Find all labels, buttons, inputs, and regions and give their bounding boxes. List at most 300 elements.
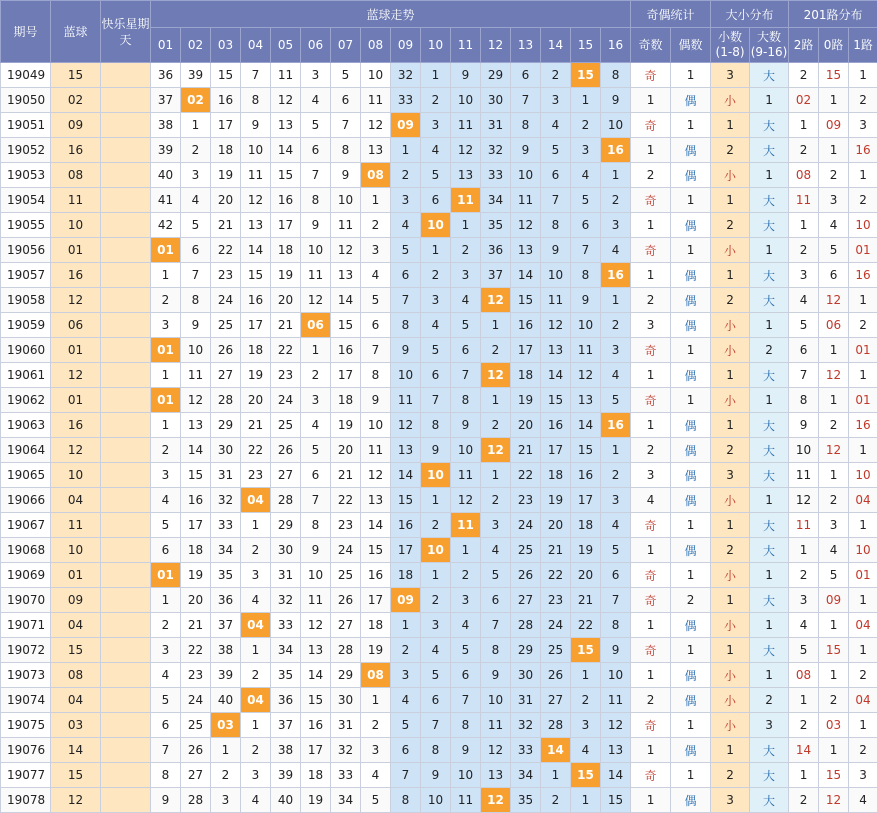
trend-cell: 1 bbox=[151, 263, 181, 288]
route2-cell: 2 bbox=[789, 563, 819, 588]
trend-cell: 4 bbox=[421, 138, 451, 163]
route2-cell: 8 bbox=[789, 388, 819, 413]
happy-weekday-cell bbox=[101, 238, 151, 263]
route2-cell: 11 bbox=[789, 513, 819, 538]
blue-ball-cell: 08 bbox=[51, 163, 101, 188]
route2-cell: 4 bbox=[789, 288, 819, 313]
trend-cell: 21 bbox=[331, 463, 361, 488]
trend-cell: 1 bbox=[601, 163, 631, 188]
trend-cell: 8 bbox=[391, 788, 421, 813]
trend-cell: 7 bbox=[391, 288, 421, 313]
trend-cell: 03 bbox=[211, 713, 241, 738]
even-cell: 1 bbox=[671, 188, 711, 213]
blue-ball-cell: 01 bbox=[51, 388, 101, 413]
trend-cell: 40 bbox=[271, 788, 301, 813]
trend-cell: 3 bbox=[361, 738, 391, 763]
trend-cell: 11 bbox=[451, 188, 481, 213]
trend-cell: 11 bbox=[241, 163, 271, 188]
odd-cell: 奇 bbox=[631, 388, 671, 413]
header-num: 08 bbox=[361, 28, 391, 63]
trend-cell: 9 bbox=[451, 413, 481, 438]
trend-cell: 9 bbox=[241, 113, 271, 138]
trend-cell: 5 bbox=[421, 163, 451, 188]
trend-cell: 01 bbox=[151, 338, 181, 363]
trend-cell: 01 bbox=[151, 238, 181, 263]
trend-cell: 16 bbox=[511, 313, 541, 338]
blue-ball-cell: 04 bbox=[51, 488, 101, 513]
period-cell: 19067 bbox=[1, 513, 51, 538]
trend-cell: 11 bbox=[301, 588, 331, 613]
big-cell: 3 bbox=[750, 713, 789, 738]
trend-cell: 34 bbox=[481, 188, 511, 213]
trend-cell: 5 bbox=[181, 213, 211, 238]
trend-cell: 22 bbox=[271, 338, 301, 363]
happy-weekday-cell bbox=[101, 738, 151, 763]
trend-cell: 5 bbox=[301, 438, 331, 463]
trend-cell: 13 bbox=[601, 738, 631, 763]
even-cell: 偶 bbox=[671, 413, 711, 438]
blue-ball-cell: 12 bbox=[51, 363, 101, 388]
route0-cell: 2 bbox=[819, 488, 849, 513]
trend-cell: 2 bbox=[361, 713, 391, 738]
trend-cell: 37 bbox=[481, 263, 511, 288]
trend-cell: 3 bbox=[421, 288, 451, 313]
route1-cell: 04 bbox=[849, 688, 877, 713]
trend-cell: 14 bbox=[361, 513, 391, 538]
big-cell: 大 bbox=[750, 138, 789, 163]
small-cell: 小 bbox=[711, 688, 750, 713]
trend-cell: 6 bbox=[481, 588, 511, 613]
trend-cell: 5 bbox=[421, 338, 451, 363]
odd-cell: 奇 bbox=[631, 713, 671, 738]
big-cell: 1 bbox=[750, 613, 789, 638]
route2-cell: 4 bbox=[789, 613, 819, 638]
header-num: 09 bbox=[391, 28, 421, 63]
trend-cell: 1 bbox=[541, 763, 571, 788]
trend-cell: 25 bbox=[181, 713, 211, 738]
route2-cell: 7 bbox=[789, 363, 819, 388]
header-trend: 蓝球走势 bbox=[151, 1, 631, 28]
trend-cell: 19 bbox=[331, 413, 361, 438]
odd-cell: 奇 bbox=[631, 238, 671, 263]
table-row bbox=[1, 313, 877, 338]
even-cell: 1 bbox=[671, 238, 711, 263]
trend-cell: 28 bbox=[211, 388, 241, 413]
route1-cell: 3 bbox=[849, 763, 877, 788]
trend-cell: 9 bbox=[451, 738, 481, 763]
route2-cell: 14 bbox=[789, 738, 819, 763]
table-row bbox=[1, 388, 877, 413]
even-cell: 偶 bbox=[671, 738, 711, 763]
trend-cell: 16 bbox=[211, 88, 241, 113]
trend-cell: 24 bbox=[271, 388, 301, 413]
odd-cell: 1 bbox=[631, 213, 671, 238]
trend-cell: 10 bbox=[421, 788, 451, 813]
route2-cell: 1 bbox=[789, 213, 819, 238]
even-cell: 偶 bbox=[671, 313, 711, 338]
table-row bbox=[1, 138, 877, 163]
even-cell: 偶 bbox=[671, 488, 711, 513]
trend-cell: 10 bbox=[241, 138, 271, 163]
trend-cell: 6 bbox=[421, 688, 451, 713]
trend-cell: 4 bbox=[361, 763, 391, 788]
trend-cell: 3 bbox=[571, 138, 601, 163]
trend-cell: 5 bbox=[361, 288, 391, 313]
trend-cell: 17 bbox=[331, 363, 361, 388]
trend-cell: 1 bbox=[601, 288, 631, 313]
trend-cell: 7 bbox=[151, 738, 181, 763]
trend-cell: 4 bbox=[241, 788, 271, 813]
trend-cell: 11 bbox=[481, 713, 511, 738]
route1-cell: 2 bbox=[849, 738, 877, 763]
route1-cell: 1 bbox=[849, 513, 877, 538]
trend-cell: 10 bbox=[541, 263, 571, 288]
even-cell: 1 bbox=[671, 713, 711, 738]
trend-cell: 23 bbox=[271, 363, 301, 388]
trend-cell: 11 bbox=[541, 288, 571, 313]
even-cell: 1 bbox=[671, 763, 711, 788]
big-cell: 大 bbox=[750, 438, 789, 463]
happy-weekday-cell bbox=[101, 438, 151, 463]
trend-cell: 19 bbox=[211, 163, 241, 188]
blue-ball-cell: 15 bbox=[51, 763, 101, 788]
trend-cell: 17 bbox=[571, 488, 601, 513]
route1-cell: 01 bbox=[849, 563, 877, 588]
trend-cell: 34 bbox=[271, 638, 301, 663]
trend-cell: 22 bbox=[331, 488, 361, 513]
small-cell: 小 bbox=[711, 663, 750, 688]
trend-cell: 31 bbox=[331, 713, 361, 738]
trend-cell: 9 bbox=[421, 763, 451, 788]
trend-cell: 2 bbox=[421, 263, 451, 288]
trend-cell: 1 bbox=[241, 638, 271, 663]
header-num: 11 bbox=[451, 28, 481, 63]
trend-cell: 33 bbox=[271, 613, 301, 638]
trend-cell: 18 bbox=[301, 763, 331, 788]
header-num: 06 bbox=[301, 28, 331, 63]
even-cell: 1 bbox=[671, 513, 711, 538]
trend-cell: 3 bbox=[481, 513, 511, 538]
route1-cell: 1 bbox=[849, 288, 877, 313]
happy-weekday-cell bbox=[101, 413, 151, 438]
happy-weekday-cell bbox=[101, 488, 151, 513]
trend-cell: 32 bbox=[211, 488, 241, 513]
trend-cell: 11 bbox=[181, 363, 211, 388]
trend-cell: 41 bbox=[151, 188, 181, 213]
trend-cell: 25 bbox=[211, 313, 241, 338]
trend-cell: 2 bbox=[241, 738, 271, 763]
period-cell: 19065 bbox=[1, 463, 51, 488]
trend-cell: 21 bbox=[571, 588, 601, 613]
trend-cell: 24 bbox=[181, 688, 211, 713]
trend-cell: 3 bbox=[601, 338, 631, 363]
odd-cell: 4 bbox=[631, 488, 671, 513]
route0-cell: 12 bbox=[819, 788, 849, 813]
trend-cell: 4 bbox=[451, 288, 481, 313]
trend-cell: 2 bbox=[391, 638, 421, 663]
trend-cell: 17 bbox=[181, 513, 211, 538]
trend-cell: 5 bbox=[421, 663, 451, 688]
trend-cell: 3 bbox=[301, 63, 331, 88]
period-cell: 19052 bbox=[1, 138, 51, 163]
trend-cell: 2 bbox=[601, 188, 631, 213]
route2-cell: 11 bbox=[789, 188, 819, 213]
even-cell: 偶 bbox=[671, 138, 711, 163]
header-num: 04 bbox=[241, 28, 271, 63]
period-cell: 19077 bbox=[1, 763, 51, 788]
trend-cell: 18 bbox=[181, 538, 211, 563]
route0-cell: 1 bbox=[819, 463, 849, 488]
odd-cell: 1 bbox=[631, 663, 671, 688]
small-cell: 2 bbox=[711, 138, 750, 163]
odd-cell: 1 bbox=[631, 263, 671, 288]
trend-cell: 37 bbox=[151, 88, 181, 113]
trend-cell: 5 bbox=[391, 713, 421, 738]
trend-cell: 14 bbox=[391, 463, 421, 488]
big-cell: 大 bbox=[750, 413, 789, 438]
trend-cell: 4 bbox=[361, 263, 391, 288]
table-row bbox=[1, 113, 877, 138]
trend-cell: 1 bbox=[421, 63, 451, 88]
trend-cell: 1 bbox=[481, 313, 511, 338]
trend-cell: 10 bbox=[301, 238, 331, 263]
big-cell: 1 bbox=[750, 663, 789, 688]
big-cell: 1 bbox=[750, 88, 789, 113]
trend-cell: 2 bbox=[481, 488, 511, 513]
period-cell: 19053 bbox=[1, 163, 51, 188]
trend-cell: 09 bbox=[391, 113, 421, 138]
trend-cell: 8 bbox=[151, 763, 181, 788]
trend-cell: 4 bbox=[451, 613, 481, 638]
route1-cell: 2 bbox=[849, 188, 877, 213]
happy-weekday-cell bbox=[101, 338, 151, 363]
small-cell: 1 bbox=[711, 638, 750, 663]
trend-cell: 17 bbox=[391, 538, 421, 563]
trend-cell: 2 bbox=[421, 513, 451, 538]
trend-cell: 8 bbox=[421, 413, 451, 438]
header-num: 07 bbox=[331, 28, 361, 63]
trend-cell: 22 bbox=[541, 563, 571, 588]
blue-ball-cell: 03 bbox=[51, 713, 101, 738]
trend-cell: 5 bbox=[571, 188, 601, 213]
table-row bbox=[1, 738, 877, 763]
route0-cell: 03 bbox=[819, 713, 849, 738]
big-cell: 大 bbox=[750, 788, 789, 813]
even-cell: 偶 bbox=[671, 538, 711, 563]
small-cell: 小 bbox=[711, 238, 750, 263]
trend-cell: 37 bbox=[211, 613, 241, 638]
trend-cell: 7 bbox=[421, 713, 451, 738]
trend-cell: 14 bbox=[331, 288, 361, 313]
trend-cell: 12 bbox=[481, 788, 511, 813]
trend-cell: 11 bbox=[361, 438, 391, 463]
happy-weekday-cell bbox=[101, 388, 151, 413]
trend-cell: 15 bbox=[571, 438, 601, 463]
odd-cell: 1 bbox=[631, 538, 671, 563]
trend-cell: 4 bbox=[301, 413, 331, 438]
big-cell: 大 bbox=[750, 463, 789, 488]
trend-cell: 1 bbox=[391, 138, 421, 163]
trend-cell: 21 bbox=[541, 538, 571, 563]
trend-cell: 39 bbox=[271, 763, 301, 788]
trend-cell: 4 bbox=[181, 188, 211, 213]
small-cell: 小 bbox=[711, 88, 750, 113]
trend-cell: 22 bbox=[211, 238, 241, 263]
trend-cell: 2 bbox=[421, 588, 451, 613]
big-cell: 1 bbox=[750, 488, 789, 513]
trend-cell: 29 bbox=[271, 513, 301, 538]
route0-cell: 4 bbox=[819, 538, 849, 563]
trend-cell: 7 bbox=[601, 588, 631, 613]
happy-weekday-cell bbox=[101, 313, 151, 338]
odd-cell: 奇 bbox=[631, 63, 671, 88]
trend-cell: 3 bbox=[601, 488, 631, 513]
trend-cell: 2 bbox=[451, 238, 481, 263]
trend-cell: 6 bbox=[421, 363, 451, 388]
trend-cell: 13 bbox=[301, 638, 331, 663]
trend-cell: 38 bbox=[211, 638, 241, 663]
route0-cell: 12 bbox=[819, 288, 849, 313]
trend-cell: 40 bbox=[211, 688, 241, 713]
happy-weekday-cell bbox=[101, 663, 151, 688]
trend-cell: 24 bbox=[511, 513, 541, 538]
table-row bbox=[1, 163, 877, 188]
header-num: 13 bbox=[511, 28, 541, 63]
trend-cell: 3 bbox=[241, 563, 271, 588]
header-num: 16 bbox=[601, 28, 631, 63]
trend-cell: 8 bbox=[391, 313, 421, 338]
trend-cell: 2 bbox=[361, 213, 391, 238]
blue-ball-cell: 09 bbox=[51, 113, 101, 138]
trend-cell: 23 bbox=[211, 263, 241, 288]
blue-ball-cell: 16 bbox=[51, 413, 101, 438]
header-route1: 1路 bbox=[849, 28, 877, 63]
table-row bbox=[1, 638, 877, 663]
trend-cell: 2 bbox=[421, 88, 451, 113]
table-row bbox=[1, 563, 877, 588]
trend-cell: 15 bbox=[361, 538, 391, 563]
route0-cell: 06 bbox=[819, 313, 849, 338]
trend-cell: 15 bbox=[571, 763, 601, 788]
even-cell: 偶 bbox=[671, 288, 711, 313]
header-odd-even: 奇偶统计 bbox=[631, 1, 711, 28]
trend-cell: 1 bbox=[571, 88, 601, 113]
even-cell: 偶 bbox=[671, 88, 711, 113]
trend-cell: 2 bbox=[571, 113, 601, 138]
trend-cell: 10 bbox=[361, 63, 391, 88]
trend-cell: 6 bbox=[451, 338, 481, 363]
period-cell: 19063 bbox=[1, 413, 51, 438]
blue-ball-cell: 15 bbox=[51, 63, 101, 88]
trend-cell: 18 bbox=[271, 238, 301, 263]
odd-cell: 奇 bbox=[631, 588, 671, 613]
trend-cell: 28 bbox=[271, 488, 301, 513]
trend-cell: 13 bbox=[331, 263, 361, 288]
period-cell: 19076 bbox=[1, 738, 51, 763]
trend-cell: 16 bbox=[601, 263, 631, 288]
trend-cell: 39 bbox=[211, 663, 241, 688]
trend-cell: 4 bbox=[391, 688, 421, 713]
route2-cell: 08 bbox=[789, 163, 819, 188]
trend-cell: 31 bbox=[511, 688, 541, 713]
trend-cell: 15 bbox=[181, 463, 211, 488]
happy-weekday-cell bbox=[101, 463, 151, 488]
period-cell: 19051 bbox=[1, 113, 51, 138]
blue-ball-cell: 16 bbox=[51, 138, 101, 163]
trend-cell: 7 bbox=[421, 388, 451, 413]
trend-cell: 42 bbox=[151, 213, 181, 238]
blue-ball-cell: 10 bbox=[51, 463, 101, 488]
trend-cell: 38 bbox=[271, 738, 301, 763]
route2-cell: 3 bbox=[789, 588, 819, 613]
odd-cell: 奇 bbox=[631, 563, 671, 588]
trend-cell: 12 bbox=[511, 213, 541, 238]
trend-cell: 16 bbox=[601, 138, 631, 163]
route0-cell: 1 bbox=[819, 738, 849, 763]
small-cell: 小 bbox=[711, 713, 750, 738]
route2-cell: 5 bbox=[789, 638, 819, 663]
small-cell: 1 bbox=[711, 513, 750, 538]
trend-cell: 22 bbox=[571, 613, 601, 638]
small-cell: 1 bbox=[711, 363, 750, 388]
trend-cell: 4 bbox=[241, 588, 271, 613]
header-even: 偶数 bbox=[671, 28, 711, 63]
trend-cell: 11 bbox=[391, 388, 421, 413]
small-cell: 2 bbox=[711, 763, 750, 788]
odd-cell: 2 bbox=[631, 688, 671, 713]
route0-cell: 15 bbox=[819, 638, 849, 663]
trend-cell: 12 bbox=[301, 288, 331, 313]
trend-cell: 3 bbox=[181, 163, 211, 188]
trend-cell: 11 bbox=[451, 788, 481, 813]
trend-cell: 23 bbox=[331, 513, 361, 538]
route2-cell: 2 bbox=[789, 63, 819, 88]
trend-cell: 9 bbox=[151, 788, 181, 813]
happy-weekday-cell bbox=[101, 263, 151, 288]
trend-cell: 22 bbox=[181, 638, 211, 663]
small-cell: 小 bbox=[711, 163, 750, 188]
trend-cell: 6 bbox=[301, 138, 331, 163]
trend-cell: 7 bbox=[361, 338, 391, 363]
trend-cell: 27 bbox=[181, 763, 211, 788]
trend-cell: 14 bbox=[271, 138, 301, 163]
trend-cell: 17 bbox=[301, 738, 331, 763]
odd-cell: 1 bbox=[631, 363, 671, 388]
header-num: 12 bbox=[481, 28, 511, 63]
trend-cell: 19 bbox=[301, 788, 331, 813]
trend-cell: 24 bbox=[541, 613, 571, 638]
trend-cell: 2 bbox=[241, 663, 271, 688]
trend-cell: 16 bbox=[571, 463, 601, 488]
trend-cell: 27 bbox=[331, 613, 361, 638]
table-row bbox=[1, 538, 877, 563]
trend-cell: 10 bbox=[301, 563, 331, 588]
even-cell: 1 bbox=[671, 563, 711, 588]
trend-cell: 17 bbox=[271, 213, 301, 238]
trend-cell: 7 bbox=[391, 763, 421, 788]
blue-ball-cell: 11 bbox=[51, 513, 101, 538]
happy-weekday-cell bbox=[101, 588, 151, 613]
trend-cell: 10 bbox=[601, 113, 631, 138]
period-cell: 19049 bbox=[1, 63, 51, 88]
period-cell: 19056 bbox=[1, 238, 51, 263]
trend-cell: 9 bbox=[361, 388, 391, 413]
trend-cell: 8 bbox=[451, 388, 481, 413]
trend-cell: 13 bbox=[451, 163, 481, 188]
trend-cell: 8 bbox=[361, 363, 391, 388]
trend-cell: 11 bbox=[271, 63, 301, 88]
trend-cell: 6 bbox=[301, 463, 331, 488]
